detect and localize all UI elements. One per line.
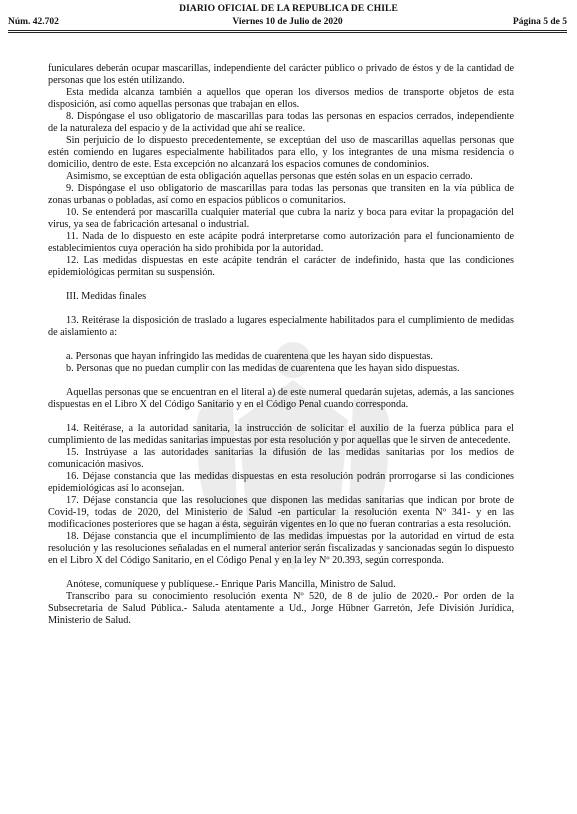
paragraph: 17. Déjase constancia que las resoluciones que disponen las medidas sanitarias que indican por brote de Covid-19, todas de 2020, del Ministerio de Salud -en particular la resolución exenta Nº 341- y en las modificaciones posteriores que se hagan a ésta, seguirán vigentes en lo que no fueran contrarias a esta resolución. xyxy=(48,495,514,530)
header-info-row xyxy=(8,17,567,29)
page-number: Página 5 de 5 xyxy=(512,17,567,27)
issue-number: Núm. 42.702 xyxy=(8,17,59,27)
paragraph: Esta medida alcanza también a aquellos que operan los diversos medios de transporte objetos de esta disposición, así como aquellas personas que trabajan en ellos. xyxy=(48,87,514,110)
paragraph: 12. Las medidas dispuestas en este acápite tendrán el carácter de indefinido, hasta que las condiciones epidemiológicas permitan su suspensión. xyxy=(48,255,514,278)
header-rule-bottom xyxy=(8,32,567,33)
list-item: b. Personas que no puedan cumplir con las medidas de cuarentena que les hayan sido dispuestas. xyxy=(66,363,460,374)
transcription-note: Transcribo para su conocimiento resolución exenta Nº 520, de 8 de julio de 2020.- Por orden de la Subsecretaria de Salud Pública.- Saluda atentamente a Ud., Jorge Hübner Garretón, Jefe División Jurídica, Ministerio de Salud. xyxy=(48,591,514,626)
paragraph: Aquellas personas que se encuentran en el literal a) de este numeral quedarán sujetas, además, a las sanciones dispuestas en el Libro X del Código Sanitario y en el Código Penal cuando corresponda. xyxy=(48,387,514,410)
section-title: III. Medidas finales xyxy=(66,291,147,302)
paragraph: 13. Reitérase la disposición de traslado a lugares especialmente habilitados para el cumplimiento de medidas de aislamiento a: xyxy=(48,315,514,338)
paragraph: 16. Déjase constancia que las medidas dispuestas en esta resolución podrán prorrogarse si las condiciones epidemiológicas así lo aconsejan. xyxy=(48,471,514,494)
list-item: a. Personas que hayan infringido las medidas de cuarentena que les hayan sido dispuestas. xyxy=(66,351,433,362)
paragraph: 9. Dispóngase el uso obligatorio de mascarillas para todas las personas que transiten en la vía pública de zonas urbanas o pobladas, así como en espacios públicos o comunitarios. xyxy=(48,183,514,206)
paragraph: 11. Nada de lo dispuesto en este acápite podrá interpretarse como autorización para el funcionamiento de establecimientos cuya operación ha sido prohibida por la autoridad. xyxy=(48,231,514,254)
paragraph: 15. Instrúyase a las autoridades sanitarias la difusión de las medidas sanitarias por los medios de comunicación masivos. xyxy=(48,447,514,470)
document-body xyxy=(48,63,514,627)
paragraph: 18. Déjase constancia que el incumplimiento de las medidas impuestas por la autoridad en virtud de esta resolución y las resoluciones señaladas en el numeral anterior serán fiscalizadas y sancionadas según lo dispuesto en el Libro X del Código Sanitario, en el Código Penal y en la ley Nº 20.393, según corresponda. xyxy=(48,531,514,566)
paragraph: Sin perjuicio de lo dispuesto precedentemente, se exceptúan del uso de mascarillas aquellas personas que estén comiendo en lugares especialmente habilitados para ello, y los integrantes de una misma residencia o domicilio, dentro de este. Esta excepción no alcanzará los espacios comunes de condominios. xyxy=(48,135,514,170)
paragraph: 8. Dispóngase el uso obligatorio de mascarillas para todas las personas en espacios cerrados, independiente de la naturaleza del espacio y de la actividad que ahí se realice. xyxy=(48,111,514,134)
gazette-title: DIARIO OFICIAL DE LA REPUBLICA DE CHILE xyxy=(179,4,398,14)
signature-line: Anótese, comuníquese y publíquese.- Enrique Paris Mancilla, Ministro de Salud. xyxy=(66,579,396,590)
paragraph: Asimismo, se exceptúan de esta obligación aquellas personas que estén solas en un espacio cerrado. xyxy=(66,171,473,182)
paragraph: funiculares deberán ocupar mascarillas, independiente del carácter público o privado de éstos y de la cantidad de personas que los estén utilizando. xyxy=(48,63,514,86)
header-rule-top xyxy=(8,30,567,31)
paragraph: 14. Reitérase, a la autoridad sanitaria, la instrucción de solicitar el auxilio de la fuerza pública para el cumplimiento de las medidas sanitarias impuestas por esta resolución y por aquellas que le sirven de antecedente. xyxy=(48,423,514,446)
issue-date: Viernes 10 de Julio de 2020 xyxy=(232,17,343,27)
paragraph: 10. Se entenderá por mascarilla cualquier material que cubra la nariz y boca para evitar la propagación del virus, ya sea de fabricación artesanal o industrial. xyxy=(48,207,514,230)
